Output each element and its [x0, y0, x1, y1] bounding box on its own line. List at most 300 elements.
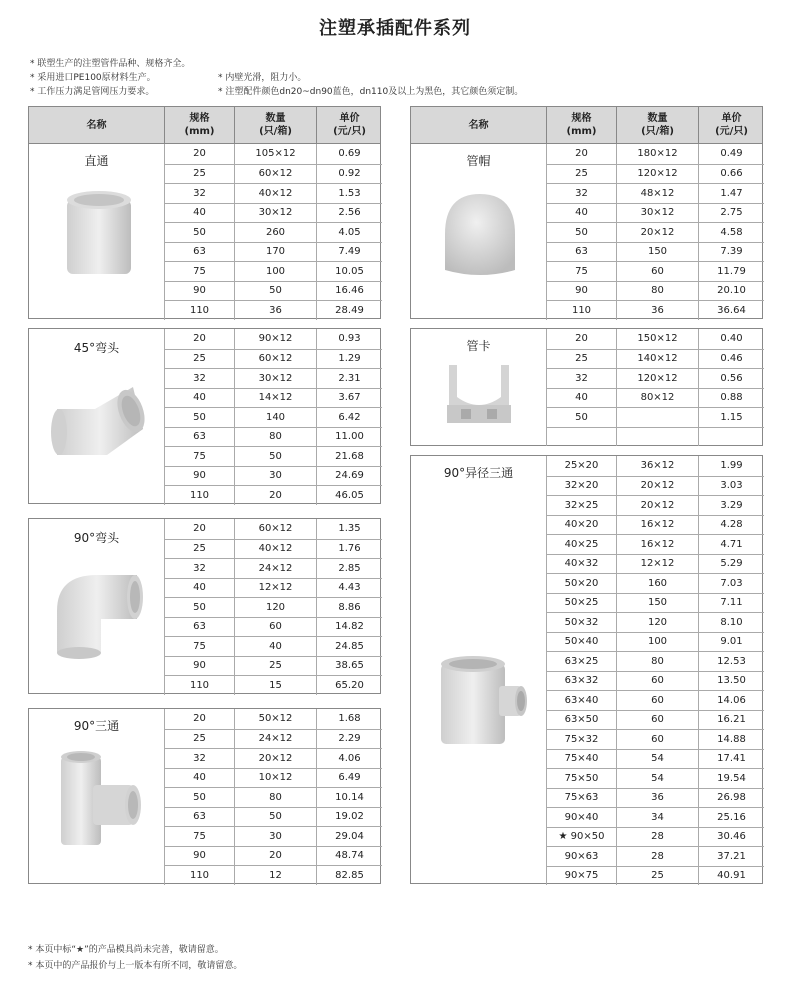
- qty-cell: 12×12: [616, 555, 698, 574]
- spec-cell: 32: [546, 184, 616, 203]
- spec-cell: 40×25: [546, 535, 616, 554]
- price-cell: 48.74: [316, 847, 382, 866]
- price-cell: 0.66: [698, 165, 764, 184]
- price-cell: 46.05: [316, 486, 382, 505]
- qty-cell: 30×12: [234, 369, 316, 388]
- product-block-zhitong: [28, 143, 381, 319]
- table-row: [546, 593, 764, 613]
- price-cell: 6.49: [316, 769, 382, 788]
- table-row: [546, 456, 764, 476]
- price-cell: 7.11: [698, 594, 764, 613]
- price-cell: 0.49: [698, 144, 764, 164]
- table-row: [164, 558, 382, 578]
- qty-cell: 12×12: [234, 579, 316, 598]
- header-name: 名称: [468, 119, 489, 131]
- table-row: [546, 749, 764, 769]
- table-row: [546, 866, 764, 886]
- spec-cell: 25: [546, 350, 616, 369]
- qty-cell: 20×12: [616, 477, 698, 496]
- product-name: 管帽: [466, 154, 491, 168]
- price-cell: 0.40: [698, 329, 764, 349]
- qty-cell: 60: [616, 711, 698, 730]
- spec-cell: 75: [164, 827, 234, 846]
- qty-cell: 20×12: [234, 749, 316, 768]
- qty-cell: 100: [234, 262, 316, 281]
- pipe-cap-icon: [437, 184, 523, 284]
- qty-cell: 140: [234, 408, 316, 427]
- table-row: [164, 183, 382, 203]
- qty-cell: 100: [616, 633, 698, 652]
- table-row: [546, 788, 764, 808]
- qty-cell: 30×12: [234, 204, 316, 223]
- qty-cell: 30: [234, 827, 316, 846]
- price-cell: 24.69: [316, 467, 382, 486]
- product-name-cell: [29, 519, 164, 693]
- spec-cell: 75×50: [546, 769, 616, 788]
- price-cell: 2.85: [316, 559, 382, 578]
- spec-cell: 20: [546, 329, 616, 349]
- spec-cell: ★ 90×50: [546, 828, 616, 847]
- price-cell: 16.46: [316, 282, 382, 301]
- table-row: [164, 388, 382, 408]
- qty-cell: 28: [616, 847, 698, 866]
- price-cell: 7.03: [698, 574, 764, 593]
- table-row: [546, 632, 764, 652]
- spec-cell: 75: [164, 637, 234, 656]
- product-name-cell: [29, 709, 164, 883]
- qty-cell: 20: [234, 486, 316, 505]
- table-row: [546, 768, 764, 788]
- table-row: [164, 427, 382, 447]
- spec-cell: 32: [164, 184, 234, 203]
- price-cell: 0.92: [316, 165, 382, 184]
- qty-cell: 170: [234, 243, 316, 262]
- table-row: [164, 597, 382, 617]
- qty-cell: 20×12: [616, 223, 698, 242]
- table-row: [546, 827, 764, 847]
- table-row: [164, 485, 382, 505]
- qty-cell: 50: [234, 808, 316, 827]
- qty-cell: 20×12: [616, 496, 698, 515]
- table-row: [546, 554, 764, 574]
- price-cell: 8.86: [316, 598, 382, 617]
- table-row: [546, 846, 764, 866]
- price-cell: 0.93: [316, 329, 382, 349]
- table-row: [164, 768, 382, 788]
- qty-cell: 60: [616, 672, 698, 691]
- spec-cell: 32×25: [546, 496, 616, 515]
- price-cell: 4.58: [698, 223, 764, 242]
- qty-cell: 36: [616, 789, 698, 808]
- qty-cell: 180×12: [616, 144, 698, 164]
- qty-cell: [616, 428, 698, 447]
- product-name: 90°异径三通: [443, 466, 514, 480]
- price-cell: 7.39: [698, 243, 764, 262]
- spec-cell: 50×25: [546, 594, 616, 613]
- price-cell: 2.56: [316, 204, 382, 223]
- qty-cell: 60: [616, 730, 698, 749]
- table-row: [546, 612, 764, 632]
- spec-cell: 25: [164, 350, 234, 369]
- table-row: [164, 826, 382, 846]
- spec-cell: 40×20: [546, 516, 616, 535]
- spec-cell: 25: [164, 540, 234, 559]
- price-cell: 4.28: [698, 516, 764, 535]
- spec-cell: 75: [164, 262, 234, 281]
- qty-cell: 24×12: [234, 730, 316, 749]
- spec-cell: 63×32: [546, 672, 616, 691]
- price-cell: 4.06: [316, 749, 382, 768]
- price-cell: 4.43: [316, 579, 382, 598]
- qty-cell: 60×12: [234, 350, 316, 369]
- table-row: [546, 671, 764, 691]
- price-cell: 0.56: [698, 369, 764, 388]
- price-cell: 25.16: [698, 808, 764, 827]
- header-price: 单价 (元/只): [698, 107, 764, 143]
- tee-90-icon: [49, 745, 145, 849]
- table-row: [546, 710, 764, 730]
- spec-cell: 40: [164, 579, 234, 598]
- qty-cell: 10×12: [234, 769, 316, 788]
- price-cell: 1.47: [698, 184, 764, 203]
- spec-cell: 40×32: [546, 555, 616, 574]
- qty-cell: 150: [616, 594, 698, 613]
- table-row: [164, 729, 382, 749]
- price-cell: 24.85: [316, 637, 382, 656]
- qty-cell: 16×12: [616, 516, 698, 535]
- qty-cell: 20: [234, 847, 316, 866]
- spec-cell: 110: [164, 486, 234, 505]
- spec-cell: 25×20: [546, 456, 616, 476]
- table-row: [164, 865, 382, 885]
- spec-cell: 90×75: [546, 867, 616, 886]
- elbow-90-icon: [49, 561, 145, 661]
- spec-cell: 63: [164, 243, 234, 262]
- spec-cell: 63: [546, 243, 616, 262]
- price-cell: 6.42: [316, 408, 382, 427]
- table-row: [546, 203, 764, 223]
- product-block-wan45: [28, 328, 381, 504]
- spec-cell: 75: [546, 262, 616, 281]
- spec-cell: 75×63: [546, 789, 616, 808]
- table-row: [546, 651, 764, 671]
- price-cell: 19.54: [698, 769, 764, 788]
- table-row: [546, 242, 764, 262]
- qty-cell: 120: [616, 613, 698, 632]
- qty-cell: 80×12: [616, 389, 698, 408]
- qty-cell: 28: [616, 828, 698, 847]
- price-cell: 30.46: [698, 828, 764, 847]
- price-cell: 10.14: [316, 788, 382, 807]
- footnote-1: * 本页中标“★”的产品模具尚未完善，敬请留意。: [28, 945, 224, 955]
- qty-cell: 160: [616, 574, 698, 593]
- table-row: [164, 787, 382, 807]
- table-row: [164, 636, 382, 656]
- table-row: [546, 690, 764, 710]
- table-row: [546, 807, 764, 827]
- table-row: [546, 495, 764, 515]
- elbow-45-icon: [47, 369, 147, 469]
- qty-cell: 54: [616, 769, 698, 788]
- qty-cell: 80: [616, 282, 698, 301]
- qty-cell: [616, 408, 698, 427]
- table-row: [546, 427, 764, 447]
- qty-cell: 12: [234, 866, 316, 885]
- spec-cell: 40: [546, 204, 616, 223]
- price-cell: 10.05: [316, 262, 382, 281]
- qty-cell: 60×12: [234, 519, 316, 539]
- spec-cell: 110: [164, 866, 234, 885]
- spec-cell: 40: [164, 389, 234, 408]
- price-cell: 21.68: [316, 447, 382, 466]
- price-cell: 7.49: [316, 243, 382, 262]
- price-cell: 3.67: [316, 389, 382, 408]
- spec-cell: 25: [546, 165, 616, 184]
- product-name-cell: [411, 144, 546, 318]
- price-cell: 29.04: [316, 827, 382, 846]
- qty-cell: 24×12: [234, 559, 316, 578]
- table-row: [546, 349, 764, 369]
- spec-cell: 63: [164, 428, 234, 447]
- price-cell: 38.65: [316, 657, 382, 676]
- product-name: 直通: [84, 154, 109, 168]
- qty-cell: 40: [234, 637, 316, 656]
- spec-cell: 63×50: [546, 711, 616, 730]
- spec-cell: 63×25: [546, 652, 616, 671]
- qty-cell: 150: [616, 243, 698, 262]
- product-name: 90°弯头: [73, 531, 120, 545]
- price-cell: 19.02: [316, 808, 382, 827]
- qty-cell: 120×12: [616, 369, 698, 388]
- spec-cell: 20: [164, 519, 234, 539]
- price-cell: 28.49: [316, 301, 382, 320]
- price-cell: 40.91: [698, 867, 764, 886]
- reducing-tee-icon: [433, 652, 529, 752]
- table-row: [546, 476, 764, 496]
- qty-cell: 30×12: [616, 204, 698, 223]
- qty-cell: 16×12: [616, 535, 698, 554]
- price-cell: 2.75: [698, 204, 764, 223]
- spec-cell: 75×40: [546, 750, 616, 769]
- spec-cell: 40: [164, 769, 234, 788]
- price-cell: 1.68: [316, 709, 382, 729]
- product-name-cell: [411, 456, 546, 883]
- spec-cell: 50×20: [546, 574, 616, 593]
- header-qty: 数量 (只/箱): [234, 107, 316, 143]
- qty-cell: 90×12: [234, 329, 316, 349]
- table-row: [546, 515, 764, 535]
- price-cell: [698, 428, 764, 447]
- price-cell: 0.88: [698, 389, 764, 408]
- price-cell: 20.10: [698, 282, 764, 301]
- table-row: [546, 164, 764, 184]
- price-cell: 82.85: [316, 866, 382, 885]
- price-cell: 1.76: [316, 540, 382, 559]
- product-name-cell: [29, 144, 164, 318]
- qty-cell: 80: [234, 428, 316, 447]
- table-row: [164, 846, 382, 866]
- table-row: [546, 281, 764, 301]
- table-row: [164, 446, 382, 466]
- table-row: [164, 349, 382, 369]
- header-spec: 规格 (mm): [164, 107, 234, 143]
- note-1: * 联塑生产的注塑管件品种、规格齐全。: [30, 59, 191, 69]
- spec-cell: 50: [164, 408, 234, 427]
- table-row: [546, 144, 764, 164]
- spec-cell: 90: [164, 847, 234, 866]
- price-cell: 3.03: [698, 477, 764, 496]
- price-cell: 13.50: [698, 672, 764, 691]
- price-cell: 1.15: [698, 408, 764, 427]
- spec-cell: 110: [164, 676, 234, 695]
- spec-cell: 50: [164, 598, 234, 617]
- price-cell: 14.06: [698, 691, 764, 710]
- price-cell: 14.82: [316, 618, 382, 637]
- price-cell: 8.10: [698, 613, 764, 632]
- spec-cell: 50: [546, 223, 616, 242]
- price-cell: 11.79: [698, 262, 764, 281]
- product-name: 90°三通: [73, 719, 120, 733]
- spec-cell: [546, 428, 616, 447]
- note-3: * 内壁光滑，阻力小。: [218, 73, 307, 83]
- table-row: [164, 242, 382, 262]
- qty-cell: 48×12: [616, 184, 698, 203]
- price-cell: 26.98: [698, 789, 764, 808]
- price-cell: 9.01: [698, 633, 764, 652]
- qty-cell: 40×12: [234, 540, 316, 559]
- qty-cell: 120×12: [616, 165, 698, 184]
- spec-cell: 50×40: [546, 633, 616, 652]
- spec-cell: 32: [164, 369, 234, 388]
- qty-cell: 15: [234, 676, 316, 695]
- table-row: [546, 261, 764, 281]
- price-cell: 1.53: [316, 184, 382, 203]
- spec-cell: 110: [164, 301, 234, 320]
- table-row: [546, 300, 764, 320]
- spec-cell: 90: [164, 282, 234, 301]
- qty-cell: 80: [616, 652, 698, 671]
- qty-cell: 80: [234, 788, 316, 807]
- table-row: [164, 300, 382, 320]
- table-row: [164, 656, 382, 676]
- price-cell: 17.41: [698, 750, 764, 769]
- table-row: [546, 534, 764, 554]
- price-cell: 65.20: [316, 676, 382, 695]
- price-cell: 37.21: [698, 847, 764, 866]
- qty-cell: 25: [616, 867, 698, 886]
- price-cell: 4.05: [316, 223, 382, 242]
- table-row: [164, 144, 382, 164]
- product-block-santong90: [28, 708, 381, 884]
- table-row: [164, 329, 382, 349]
- price-cell: 2.29: [316, 730, 382, 749]
- table-row: [546, 388, 764, 408]
- qty-cell: 34: [616, 808, 698, 827]
- spec-cell: 20: [164, 144, 234, 164]
- price-cell: 4.71: [698, 535, 764, 554]
- spec-cell: 50: [164, 223, 234, 242]
- table-row: [164, 807, 382, 827]
- spec-cell: 20: [546, 144, 616, 164]
- spec-cell: 110: [546, 301, 616, 320]
- qty-cell: 60: [234, 618, 316, 637]
- qty-cell: 60: [616, 691, 698, 710]
- table-row: [164, 407, 382, 427]
- table-row: [546, 407, 764, 427]
- price-cell: 1.29: [316, 350, 382, 369]
- spec-cell: 25: [164, 165, 234, 184]
- product-block-wan90: [28, 518, 381, 694]
- pipe-clip-icon: [439, 359, 519, 429]
- header-qty: 数量 (只/箱): [616, 107, 698, 143]
- qty-cell: 60×12: [234, 165, 316, 184]
- straight-coupling-icon: [59, 186, 139, 286]
- qty-cell: 260: [234, 223, 316, 242]
- table-row: [546, 329, 764, 349]
- qty-cell: 54: [616, 750, 698, 769]
- spec-cell: 63: [164, 618, 234, 637]
- qty-cell: 36×12: [616, 456, 698, 476]
- table-row: [546, 573, 764, 593]
- table-row: [164, 466, 382, 486]
- footnote-2: * 本页中的产品报价与上一版本有所不同，敬请留意。: [28, 961, 243, 971]
- qty-cell: 50: [234, 282, 316, 301]
- qty-cell: 36: [234, 301, 316, 320]
- spec-cell: 32×20: [546, 477, 616, 496]
- price-cell: 0.46: [698, 350, 764, 369]
- price-cell: 1.35: [316, 519, 382, 539]
- header-price: 单价 (元/只): [316, 107, 382, 143]
- spec-cell: 20: [164, 329, 234, 349]
- qty-cell: 60: [616, 262, 698, 281]
- note-2: * 采用进口PE100原材料生产。: [30, 73, 156, 83]
- qty-cell: 120: [234, 598, 316, 617]
- header-name: 名称: [86, 119, 107, 131]
- left-table-header: [28, 106, 381, 144]
- qty-cell: 25: [234, 657, 316, 676]
- table-row: [164, 203, 382, 223]
- page-title: 注塑承插配件系列: [319, 18, 471, 39]
- spec-cell: 25: [164, 730, 234, 749]
- spec-cell: 50: [546, 408, 616, 427]
- price-cell: 3.29: [698, 496, 764, 515]
- table-row: [546, 222, 764, 242]
- spec-cell: 90: [164, 467, 234, 486]
- price-cell: 36.64: [698, 301, 764, 320]
- spec-cell: 40: [164, 204, 234, 223]
- price-cell: 12.53: [698, 652, 764, 671]
- table-row: [164, 709, 382, 729]
- spec-cell: 32: [164, 749, 234, 768]
- spec-cell: 50×32: [546, 613, 616, 632]
- spec-cell: 63: [164, 808, 234, 827]
- qty-cell: 40×12: [234, 184, 316, 203]
- table-row: [164, 164, 382, 184]
- table-row: [164, 675, 382, 695]
- spec-cell: 32: [164, 559, 234, 578]
- header-spec: 规格 (mm): [546, 107, 616, 143]
- table-row: [164, 222, 382, 242]
- price-cell: 11.00: [316, 428, 382, 447]
- spec-cell: 32: [546, 369, 616, 388]
- table-row: [164, 578, 382, 598]
- table-row: [546, 368, 764, 388]
- qty-cell: 140×12: [616, 350, 698, 369]
- qty-cell: 50: [234, 447, 316, 466]
- spec-cell: 75: [164, 447, 234, 466]
- table-row: [164, 748, 382, 768]
- qty-cell: 14×12: [234, 389, 316, 408]
